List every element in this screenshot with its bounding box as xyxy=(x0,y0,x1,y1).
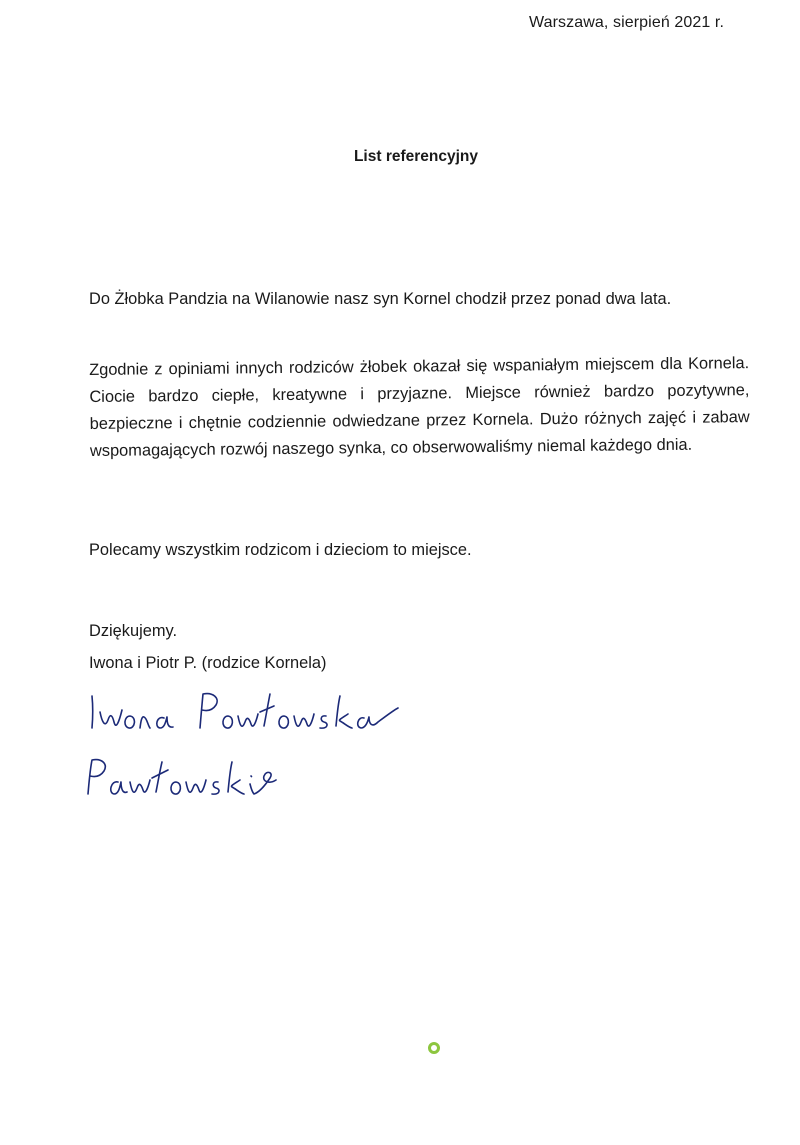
place-date: Warszawa, sierpień 2021 r. xyxy=(529,14,724,31)
paragraph-opinion: Zgodnie z opiniami innych rodziców żłobek okazał się wspaniałym miejscem dla Kornela. Ciocie bardzo ciepłe, kreatywne i przyjazne. Miejsce również bardzo pozytywne, bezpieczne i chętnie codziennie odwiedzane przez Kornela. Dużo różnych zajęć i zabaw wspomagających rozwój naszego synka, co obserwowaliśmy niemal każdego dnia. xyxy=(89,354,750,460)
footer-circle-icon xyxy=(428,1042,440,1054)
paragraph-recommendation: Polecamy wszystkim rodzicom i dzieciom to miejsce. xyxy=(89,541,472,559)
closing-thanks: Dziękujemy. xyxy=(89,622,178,640)
handwritten-signature-father xyxy=(80,752,280,800)
document-title: List referencyjny xyxy=(353,148,479,165)
handwritten-signature-mother xyxy=(80,686,400,734)
signed-by: Iwona i Piotr P. (rodzice Kornela) xyxy=(89,654,327,672)
paragraph-intro: Do Żłobka Pandzia na Wilanowie nasz syn Kornel chodził przez ponad dwa lata. xyxy=(89,290,672,308)
